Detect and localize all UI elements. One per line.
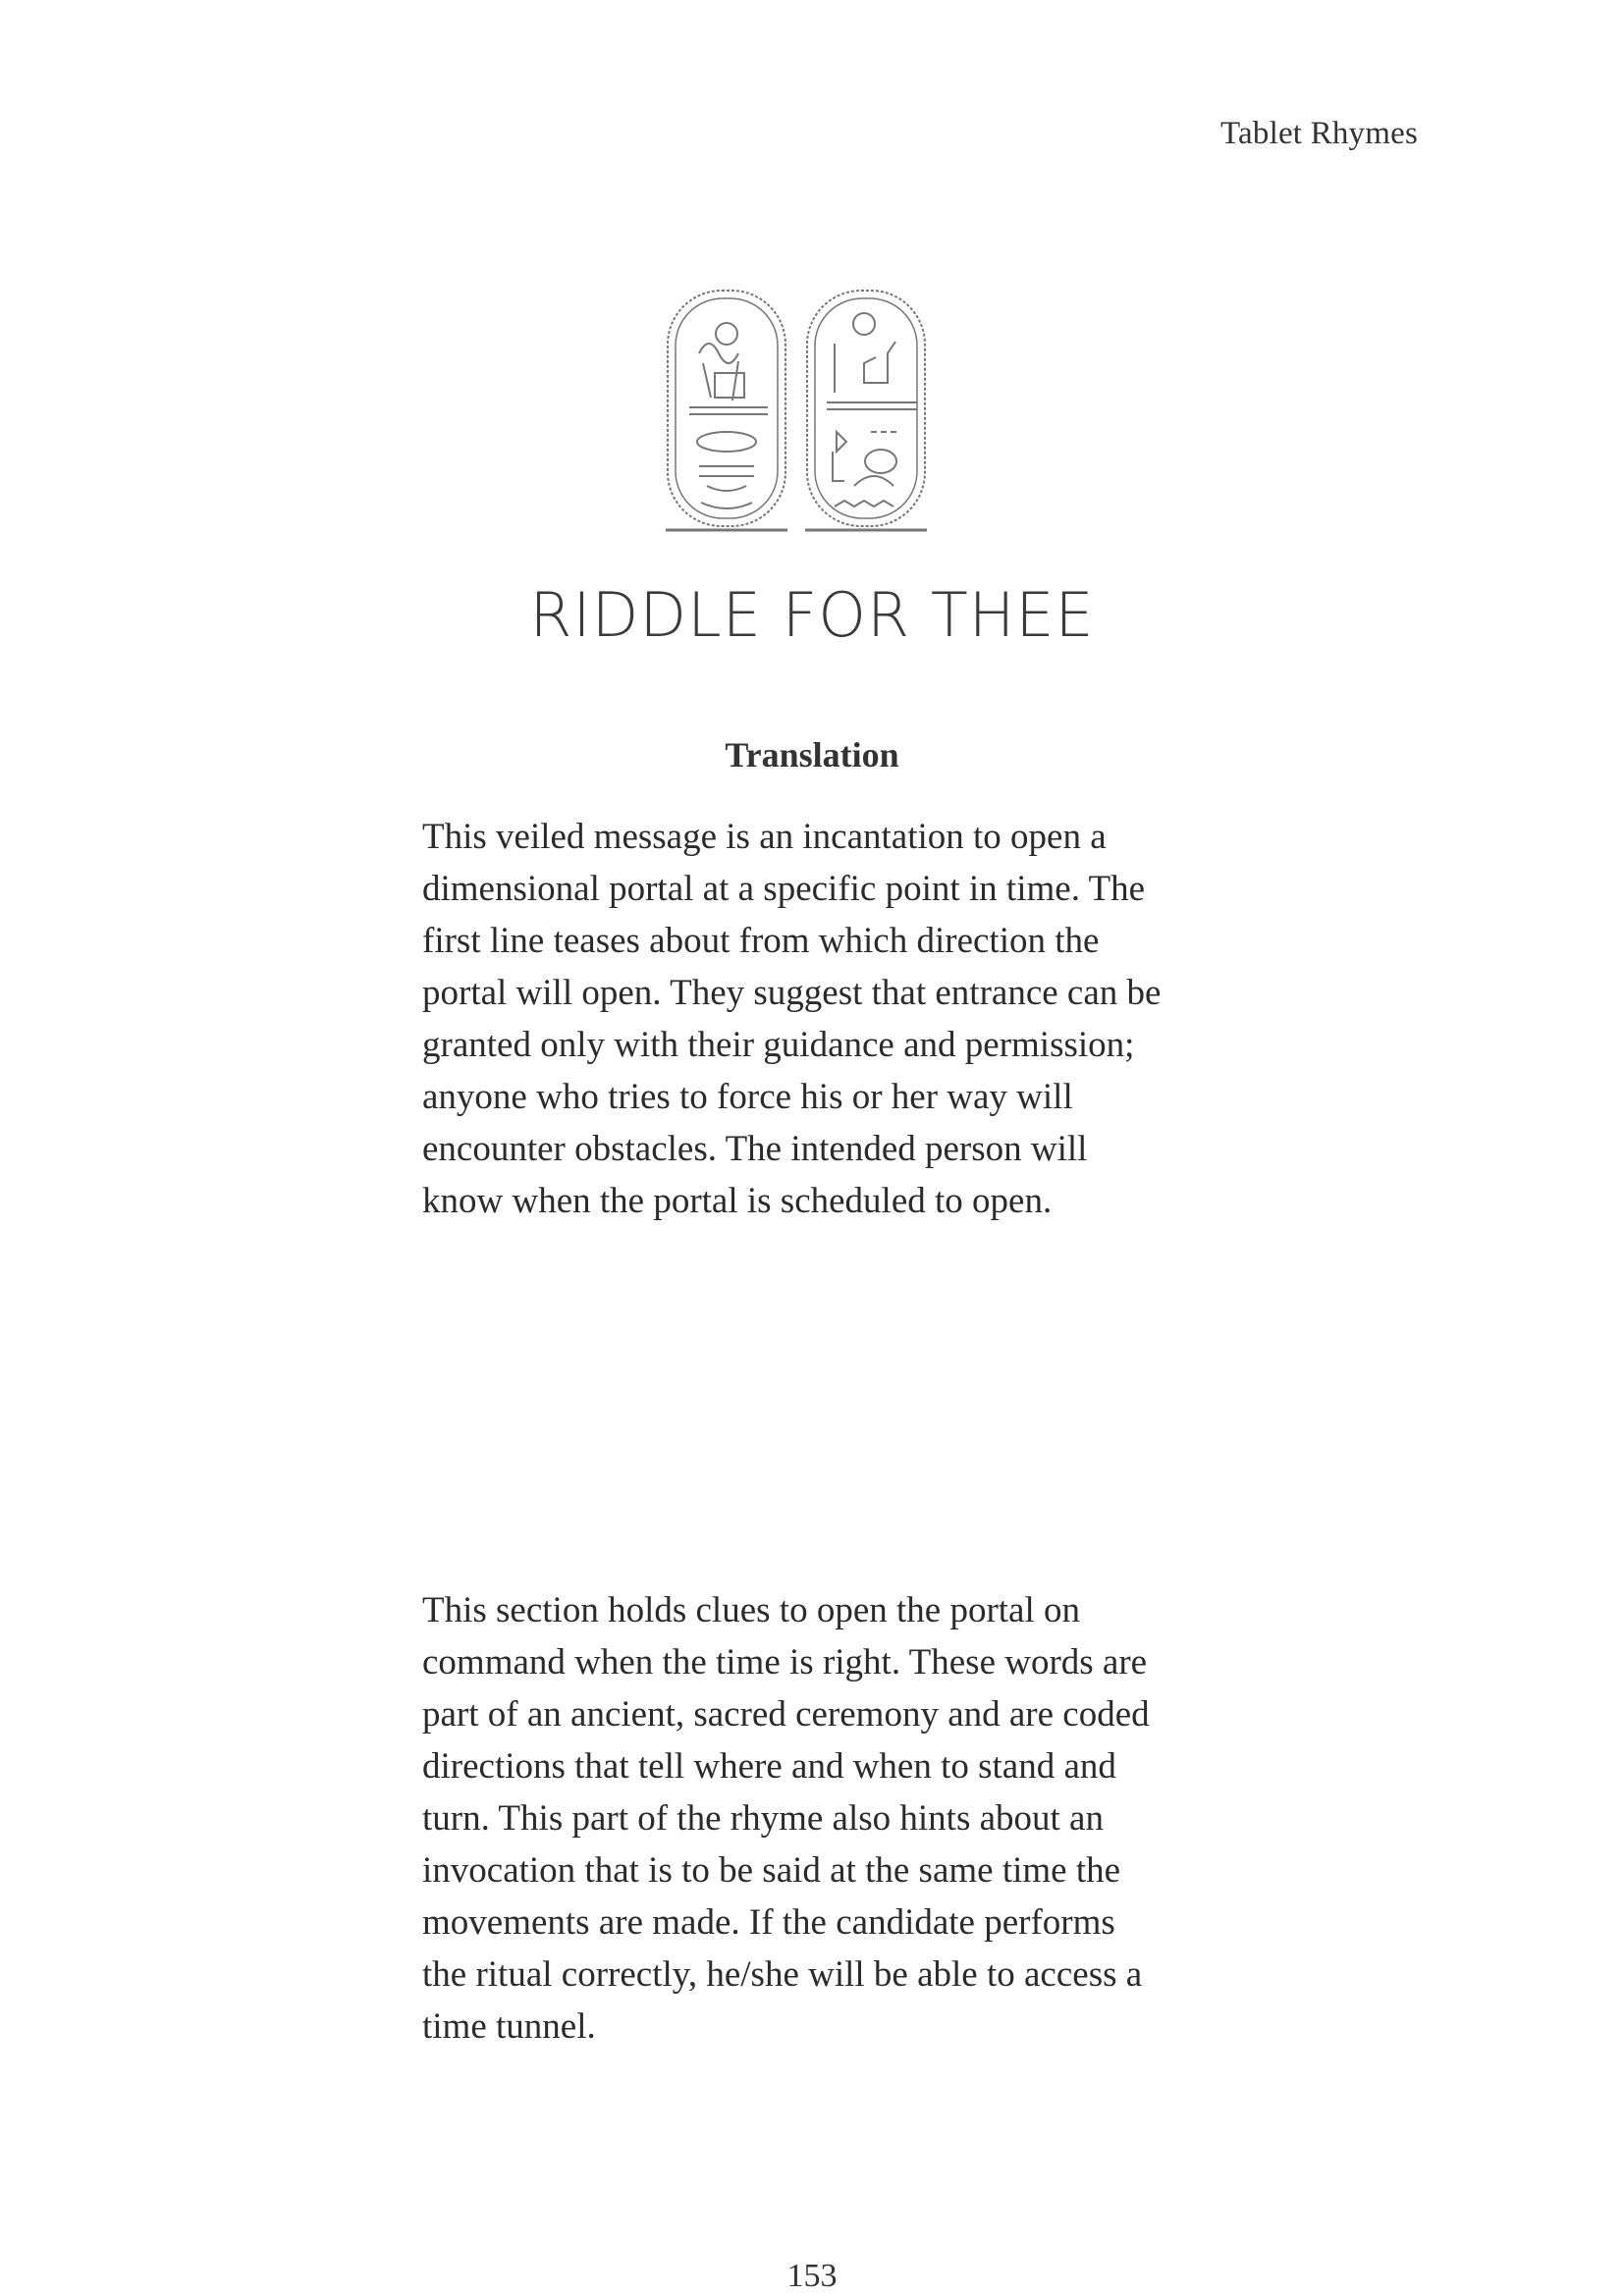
paragraph-line: know when the portal is scheduled to open. <box>422 1181 1053 1221</box>
running-head: Tablet Rhymes <box>1219 116 1418 151</box>
translation-paragraph-1 <box>422 811 1247 1227</box>
cartouche-pair-icon <box>660 285 935 548</box>
page-number: 153 <box>786 2258 838 2294</box>
paragraph-line: This section holds clues to open the portal on <box>422 1590 1080 1630</box>
paragraph-line: anyone who tries to force his or her way will <box>422 1077 1073 1117</box>
paragraph-line: movements are made. If the candidate performs <box>422 1902 1115 1943</box>
paragraph-line: portal will open. They suggest that entrance can be <box>422 973 1162 1013</box>
paragraph-line: invocation that is to be said at the same time the <box>422 1850 1121 1891</box>
paragraph-line: This veiled message is an incantation to open a <box>422 817 1107 857</box>
paragraph-line: command when the time is right. These words are <box>422 1642 1148 1682</box>
section-title: RIDDLE FOR THEE <box>529 579 1095 651</box>
paragraph-line: turn. This part of the rhyme also hints about an <box>422 1798 1104 1839</box>
paragraph-line: first line teases about from which direction the <box>422 921 1100 961</box>
paragraph-line: time tunnel. <box>422 2006 596 2047</box>
paragraph-line: dimensional portal at a specific point in time. The <box>422 869 1146 909</box>
paragraph-line: encounter obstacles. The intended person will <box>422 1129 1088 1169</box>
paragraph-line: the ritual correctly, he/she will be able to access a <box>422 1954 1143 1995</box>
paragraph-line: directions that tell where and when to stand and <box>422 1746 1116 1787</box>
translation-paragraph-2 <box>422 1584 1247 2053</box>
paragraph-line: part of an ancient, sacred ceremony and are coded <box>422 1694 1150 1735</box>
paragraph-line: granted only with their guidance and permission; <box>422 1025 1135 1065</box>
section-subheading: Translation <box>725 735 899 774</box>
